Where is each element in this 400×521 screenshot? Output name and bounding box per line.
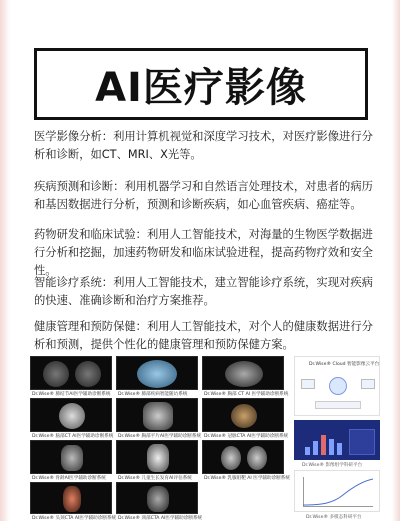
paragraph-disease-prediction: 疾病预测和诊断：利用机器学习和自然语言处理技术，对患者的病历和基因数据进行分析，预测和诊断疾病，如心血管疾病、癌症等。 — [34, 180, 373, 211]
image-caption: Dr.Wise® 脑部CT AI医学辅助诊断系统 — [32, 434, 114, 439]
coronary-cta-image — [202, 398, 284, 432]
image-caption: Dr.Wise® 骨龄AI医学辅助诊断系统 — [32, 476, 106, 481]
image-caption: Dr.Wise® 肺部疾病智能随访系统 — [118, 392, 188, 397]
panel-caption: Dr.Wise® 影像组学科研平台 — [302, 463, 363, 468]
image-caption: Dr.Wise® 颈部CTA AI医学辅助诊断系统 — [118, 516, 203, 521]
line-curve-icon — [303, 477, 373, 507]
paragraph-smart-diagnosis: 智能诊疗系统：利用人工智能技术，建立智能诊疗系统，实现对疾病的快速、准确诊断和治疗方案推荐。 — [34, 276, 373, 307]
image-caption: Dr.Wise® 乳腺钼靶 AI 医学辅助诊断系统 — [204, 476, 290, 481]
title-frame — [34, 48, 368, 120]
mammography-image — [202, 440, 284, 474]
cloud-platform-diagram — [294, 356, 380, 416]
product-image-grid — [30, 356, 382, 521]
radiomics-dashboard-image — [294, 420, 380, 460]
head-neck-cta-image — [30, 482, 112, 514]
image-caption: Dr.Wise® 冠脉CTA AI医学辅助诊断系统 — [204, 434, 289, 439]
brain-ct-scan-image — [30, 398, 112, 432]
image-caption: Dr.Wise® 胸部平片AI医学辅助诊断系统 — [118, 434, 202, 439]
panel-caption: Dr.Wise® Cloud 智能影像云平台 — [309, 362, 380, 367]
neck-cta-image — [116, 482, 198, 514]
chest-ct-scan-image — [202, 356, 284, 390]
paragraph-drug-research: 药物研发和临床试验：利用人工智能技术，对海量的生物医学数据进行分析和挖掘，加速药物研发和临床试验进程，提高药物疗效和安全性。 — [34, 228, 373, 277]
image-caption: Dr.Wise® 胸部 CT AI 医学辅助诊断系统 — [204, 392, 289, 397]
hand-xray-image — [116, 440, 198, 474]
bone-age-image — [30, 440, 112, 474]
image-caption: Dr.Wise® 头颈CTA AI医学辅助诊断系统 — [32, 516, 117, 521]
panel-caption: Dr.Wise® 多模态科研平台 — [306, 515, 362, 520]
lung-nodule-scan-image — [30, 356, 112, 390]
paragraph-imaging-analysis: 医学影像分析：利用计算机视觉和深度学习技术，对医疗影像进行分析和诊断，如CT、MRI、X光等。 — [34, 130, 373, 161]
paragraph-health-management: 健康管理和预防保健：利用人工智能技术，对个人的健康数据进行分析和预测，提供个性化的健康管理和预防保健方案。 — [34, 320, 373, 351]
page-title: AI医疗影像 — [95, 64, 307, 111]
image-caption: Dr.Wise® 儿童生长发育AI评估系统 — [118, 476, 192, 481]
lung-followup-scan-image — [116, 356, 198, 390]
multimodal-research-chart — [294, 470, 380, 512]
image-caption: Dr.Wise® 肺结节AI医学辅助诊断系统 — [32, 392, 111, 397]
chest-xray-image — [116, 398, 198, 432]
